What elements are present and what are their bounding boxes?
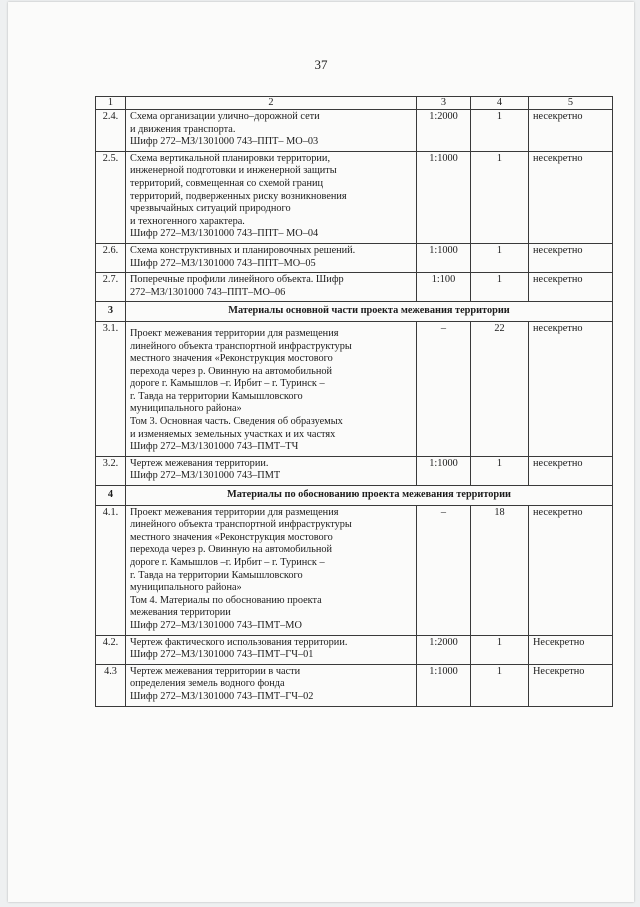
- item-classification: несекретно: [529, 273, 613, 302]
- header-cell: 5: [529, 97, 613, 110]
- item-number: 3.1.: [96, 321, 126, 456]
- description-line: Шифр 272–МЗ/1301000 743–ПМТ–МО: [130, 619, 302, 631]
- description-line: Шифр 272–МЗ/1301000 743–ППТ– МО–03: [130, 136, 319, 148]
- table-row: [96, 151, 613, 243]
- item-description: [126, 664, 417, 706]
- description-line: Чертеж фактического использования территории.: [130, 636, 348, 648]
- description-line: и изменяемых земельных участках и их частях: [130, 428, 336, 440]
- table-row: [96, 273, 613, 302]
- description-line: Чертеж межевания территории в части: [130, 665, 301, 677]
- description-line: Шифр 272–МЗ/1301000 743–ППТ–МО–05: [130, 257, 316, 269]
- item-scale: 1:100: [417, 273, 471, 302]
- description-line: Проект межевания территории для размещения: [130, 327, 339, 339]
- table-row: [96, 243, 613, 272]
- item-description: [126, 273, 417, 302]
- description-line: дороге г. Камышлов –г. Ирбит – г. Туринск –: [130, 378, 325, 390]
- item-sheet-count: 1: [471, 110, 529, 152]
- description-line: Схема организации улично–дорожной сети: [130, 111, 320, 122]
- description-line: 272–МЗ/1301000 743–ППТ–МО–06: [130, 286, 286, 298]
- description-line: перехода через р. Овинную на автомобильной: [130, 365, 332, 377]
- header-cell: 2: [126, 97, 417, 110]
- description-line: и движения транспорта.: [130, 123, 236, 135]
- item-sheet-count: 1: [471, 151, 529, 243]
- table-row: [96, 664, 613, 706]
- item-scale: 1:1000: [417, 664, 471, 706]
- table-row: [96, 635, 613, 664]
- section-header-row: [96, 302, 613, 322]
- item-classification: несекретно: [529, 456, 613, 485]
- item-number: 4.2.: [96, 635, 126, 664]
- description-line: местного значения «Реконструкция мостового: [130, 353, 333, 365]
- item-scale: –: [417, 505, 471, 635]
- description-line: Схема вертикальной планировки территории,: [130, 152, 331, 164]
- item-description: [126, 321, 417, 456]
- item-description: [126, 635, 417, 664]
- description-line: г. Тавда на территории Камышловского: [130, 569, 303, 581]
- description-line: инженерной подготовки и инженерной защиты: [130, 165, 337, 177]
- description-line: г. Тавда на территории Камышловского: [130, 390, 303, 402]
- item-number: 2.5.: [96, 151, 126, 243]
- table-row: [96, 456, 613, 485]
- description-line: территорий, совмещенная со схемой границ: [130, 177, 324, 189]
- header-cell: 3: [417, 97, 471, 110]
- description-line: межевания территории: [130, 607, 231, 619]
- description-line: Шифр 272–МЗ/1301000 743–ПМТ: [130, 470, 281, 482]
- item-classification: несекретно: [529, 505, 613, 635]
- item-number: 4.1.: [96, 505, 126, 635]
- table-row: [96, 505, 613, 635]
- description-line: Шифр 272–МЗ/1301000 743–ПМТ–ГЧ–01: [130, 649, 314, 661]
- item-scale: 1:1000: [417, 243, 471, 272]
- item-scale: 1:1000: [417, 456, 471, 485]
- item-sheet-count: 1: [471, 243, 529, 272]
- item-description: [126, 110, 417, 152]
- section-title: Материалы по обоснованию проекта межевания территории: [126, 486, 613, 506]
- item-classification: несекретно: [529, 151, 613, 243]
- description-line: Проект межевания территории для размещения: [130, 506, 339, 518]
- description-line: территорий, подверженных риску возникновения: [130, 190, 347, 202]
- description-line: определения земель водного фонда: [130, 678, 285, 690]
- item-number: 2.6.: [96, 243, 126, 272]
- item-number: 2.7.: [96, 273, 126, 302]
- item-sheet-count: 1: [471, 456, 529, 485]
- description-line: дороге г. Камышлов –г. Ирбит – г. Туринск –: [130, 557, 325, 568]
- item-classification: Несекретно: [529, 664, 613, 706]
- item-description: [126, 505, 417, 635]
- documents-table: [95, 96, 613, 707]
- description-line: линейного объекта транспортной инфраструктуры: [130, 340, 352, 352]
- item-scale: 1:2000: [417, 110, 471, 152]
- header-cell: 1: [96, 97, 126, 110]
- section-header-row: [96, 486, 613, 506]
- item-number: 2.4.: [96, 110, 126, 152]
- item-sheet-count: 18: [471, 505, 529, 635]
- item-number: 3.2.: [96, 456, 126, 485]
- description-line: линейного объекта транспортной инфраструктуры: [130, 519, 352, 531]
- section-title: Материалы основной части проекта межевания территории: [126, 302, 613, 322]
- section-number: 3: [96, 302, 126, 322]
- description-line: Чертеж межевания территории.: [130, 457, 269, 469]
- item-sheet-count: 1: [471, 635, 529, 664]
- description-line: Шифр 272–МЗ/1301000 743–ПМТ–ТЧ: [130, 441, 299, 453]
- item-description: [126, 243, 417, 272]
- document-page: [8, 2, 634, 902]
- item-scale: 1:1000: [417, 151, 471, 243]
- description-line: Том 4. Материалы по обоснованию проекта: [130, 594, 322, 606]
- item-scale: 1:2000: [417, 635, 471, 664]
- section-number: 4: [96, 486, 126, 506]
- item-description: [126, 151, 417, 243]
- description-line: и техногенного характера.: [130, 215, 245, 227]
- item-classification: несекретно: [529, 321, 613, 456]
- description-line: Поперечные профили линейного объекта. Шифр: [130, 274, 344, 286]
- description-line: Схема конструктивных и планировочных решений.: [130, 244, 356, 256]
- item-description: [126, 456, 417, 485]
- description-line: муниципального района»: [130, 582, 242, 594]
- item-sheet-count: 1: [471, 664, 529, 706]
- table-row: [96, 321, 613, 456]
- description-line: местного значения «Реконструкция мостового: [130, 531, 333, 543]
- page-number: 37: [314, 57, 328, 72]
- item-classification: несекретно: [529, 110, 613, 152]
- description-line: муниципального района»: [130, 403, 242, 415]
- table-row: [96, 110, 613, 152]
- description-line: перехода через р. Овинную на автомобильной: [130, 544, 332, 556]
- description-line: чрезвычайных ситуаций природного: [130, 203, 291, 215]
- item-number: 4.3: [96, 664, 126, 706]
- item-sheet-count: 22: [471, 321, 529, 456]
- item-sheet-count: 1: [471, 273, 529, 302]
- header-cell: 4: [471, 97, 529, 110]
- item-classification: несекретно: [529, 243, 613, 272]
- item-scale: –: [417, 321, 471, 456]
- description-line: Том 3. Основная часть. Сведения об образуемых: [130, 416, 343, 428]
- item-classification: Несекретно: [529, 635, 613, 664]
- description-line: Шифр 272–МЗ/1301000 743–ПМТ–ГЧ–02: [130, 690, 314, 702]
- table-header-row: [96, 97, 613, 110]
- description-line: Шифр 272–МЗ/1301000 743–ППТ– МО–04: [130, 228, 319, 240]
